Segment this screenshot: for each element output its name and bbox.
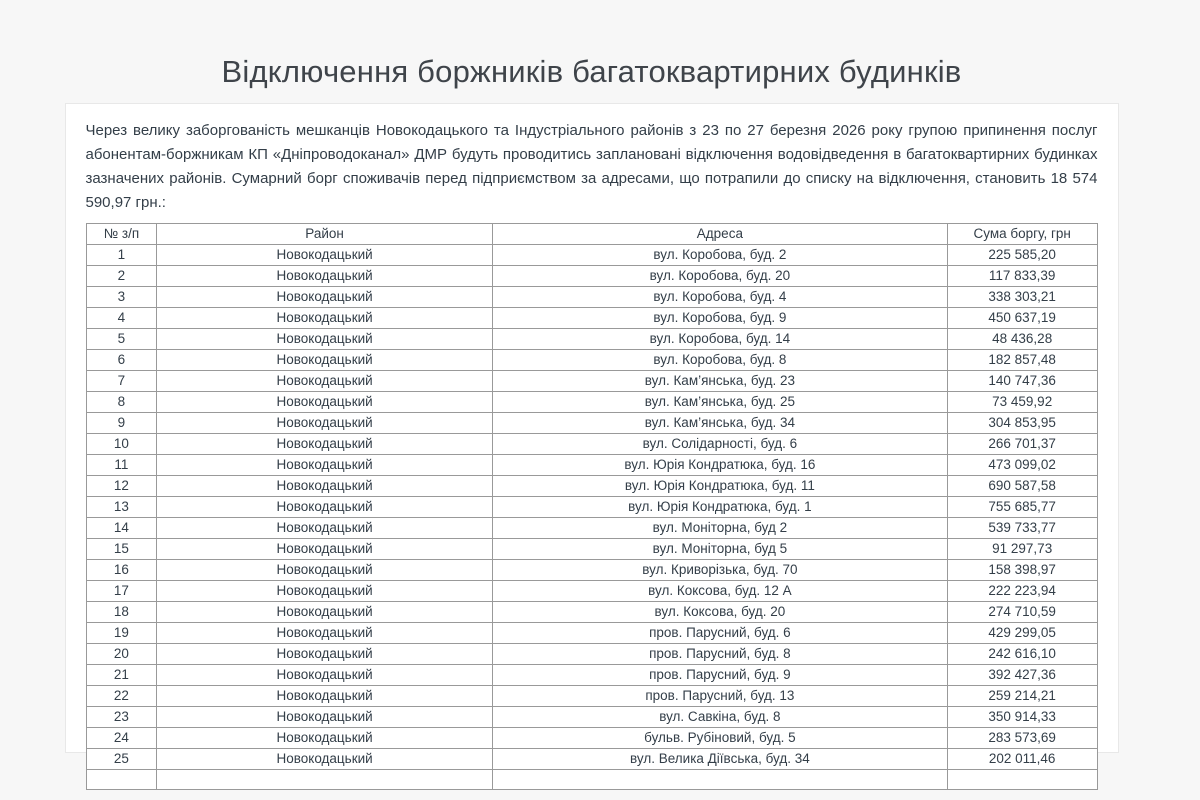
cell-address: вул. Коробова, буд. 4 — [492, 287, 947, 308]
cell-number: 10 — [86, 434, 157, 455]
cell-number: 2 — [86, 266, 157, 287]
cell-address: вул. Кам’янська, буд. 23 — [492, 371, 947, 392]
cell-address: пров. Парусний, буд. 8 — [492, 644, 947, 665]
cell-address: вул. Коксова, буд. 20 — [492, 602, 947, 623]
cell-district: Новокодацький — [157, 329, 493, 350]
table-row — [86, 686, 1097, 707]
table-row — [86, 413, 1097, 434]
cell-number: 8 — [86, 392, 157, 413]
cell-amount: 274 710,59 — [947, 602, 1097, 623]
table-row — [86, 308, 1097, 329]
debtors-table — [86, 223, 1098, 790]
cell-number: 16 — [86, 560, 157, 581]
debtors-table-body — [86, 245, 1097, 790]
cell-amount: 225 585,20 — [947, 245, 1097, 266]
table-row — [86, 434, 1097, 455]
cell-number: 24 — [86, 728, 157, 749]
cell-amount: 259 214,21 — [947, 686, 1097, 707]
cell-amount: 283 573,69 — [947, 728, 1097, 749]
cell-district: Новокодацький — [157, 308, 493, 329]
content-card — [65, 103, 1119, 766]
cell-amount: 73 459,92 — [947, 392, 1097, 413]
cell-number: 11 — [86, 455, 157, 476]
cell-amount: 91 297,73 — [947, 539, 1097, 560]
cell-address: вул. Юрія Кондратюка, буд. 1 — [492, 497, 947, 518]
table-row — [86, 602, 1097, 623]
cell-district: Новокодацький — [157, 497, 493, 518]
cell-number: 7 — [86, 371, 157, 392]
cell-number: 3 — [86, 287, 157, 308]
cell-number: 4 — [86, 308, 157, 329]
table-row — [86, 245, 1097, 266]
cell-number: 20 — [86, 644, 157, 665]
cell-address: вул. Велика Діївська, буд. 34 — [492, 749, 947, 770]
cell-address: вул. Коробова, буд. 8 — [492, 350, 947, 371]
cell-amount — [947, 770, 1097, 790]
cell-district: Новокодацький — [157, 371, 493, 392]
cell-amount: 158 398,97 — [947, 560, 1097, 581]
cell-number: 5 — [86, 329, 157, 350]
cell-address: вул. Солідарності, буд. 6 — [492, 434, 947, 455]
table-row — [86, 329, 1097, 350]
table-row — [86, 581, 1097, 602]
cell-number: 12 — [86, 476, 157, 497]
cell-address: вул. Криворізька, буд. 70 — [492, 560, 947, 581]
cell-district: Новокодацький — [157, 518, 493, 539]
cell-amount: 266 701,37 — [947, 434, 1097, 455]
cell-district: Новокодацький — [157, 413, 493, 434]
cell-district: Новокодацький — [157, 665, 493, 686]
intro-paragraph: Через велику заборгованість мешканців Новокодацького та Індустріального районів з 23 по 27 березня 2026 року групою припинення послуг абонентам-боржникам КП «Дніпроводоканал» ДМР будуть проводитись заплановані відключення водовідведення в багатоквартирних будинках зазначених районів. Сумарний борг споживачів перед підприємством за адресами, що потрапили до списку на відключення, становить 18 574 590,97 грн.: — [85, 122, 1098, 211]
table-row — [86, 749, 1097, 770]
cell-number: 14 — [86, 518, 157, 539]
cell-address: вул. Моніторна, буд 2 — [492, 518, 947, 539]
cell-address: вул. Савкіна, буд. 8 — [492, 707, 947, 728]
cell-number: 23 — [86, 707, 157, 728]
cell-number — [86, 770, 157, 790]
cell-district: Новокодацький — [157, 560, 493, 581]
table-row — [86, 266, 1097, 287]
table-row — [86, 665, 1097, 686]
cell-district: Новокодацький — [157, 602, 493, 623]
table-row — [86, 560, 1097, 581]
table-row — [86, 539, 1097, 560]
table-header-row — [86, 224, 1097, 245]
table-row — [86, 455, 1097, 476]
cell-amount: 338 303,21 — [947, 287, 1097, 308]
cell-address: вул. Юрія Кондратюка, буд. 11 — [492, 476, 947, 497]
cell-amount: 450 637,19 — [947, 308, 1097, 329]
table-row — [86, 497, 1097, 518]
column-header-number: № з/п — [86, 224, 157, 245]
cell-district: Новокодацький — [157, 266, 493, 287]
cell-amount: 242 616,10 — [947, 644, 1097, 665]
cell-amount: 755 685,77 — [947, 497, 1097, 518]
cell-district: Новокодацький — [157, 539, 493, 560]
cell-number: 9 — [86, 413, 157, 434]
cell-district: Новокодацький — [157, 392, 493, 413]
cell-district: Новокодацький — [157, 749, 493, 770]
cell-number: 15 — [86, 539, 157, 560]
cell-amount: 350 914,33 — [947, 707, 1097, 728]
cell-amount: 48 436,28 — [947, 329, 1097, 350]
table-row — [86, 728, 1097, 749]
cell-district: Новокодацький — [157, 245, 493, 266]
table-row — [86, 392, 1097, 413]
cell-address: пров. Парусний, буд. 13 — [492, 686, 947, 707]
cell-amount: 473 099,02 — [947, 455, 1097, 476]
column-header-amount: Сума боргу, грн — [947, 224, 1097, 245]
cell-address: пров. Парусний, буд. 6 — [492, 623, 947, 644]
column-header-address: Адреса — [492, 224, 947, 245]
column-header-district: Район — [157, 224, 493, 245]
cell-district: Новокодацький — [157, 350, 493, 371]
table-row — [86, 371, 1097, 392]
cell-address: вул. Коробова, буд. 14 — [492, 329, 947, 350]
cell-number: 1 — [86, 245, 157, 266]
cell-number: 17 — [86, 581, 157, 602]
cell-address: вул. Коробова, буд. 20 — [492, 266, 947, 287]
cell-district: Новокодацький — [157, 476, 493, 497]
table-row — [86, 707, 1097, 728]
cell-amount: 429 299,05 — [947, 623, 1097, 644]
table-row — [86, 287, 1097, 308]
cell-amount: 539 733,77 — [947, 518, 1097, 539]
table-row — [86, 518, 1097, 539]
cell-district: Новокодацький — [157, 707, 493, 728]
cell-number: 21 — [86, 665, 157, 686]
cell-amount: 182 857,48 — [947, 350, 1097, 371]
cell-amount: 222 223,94 — [947, 581, 1097, 602]
cell-number: 6 — [86, 350, 157, 371]
cell-address: вул. Коксова, буд. 12 А — [492, 581, 947, 602]
page-title: Відключення боржників багатоквартирних будинків — [221, 54, 962, 89]
cell-number: 18 — [86, 602, 157, 623]
cell-district: Новокодацький — [157, 728, 493, 749]
cell-address: вул. Юрія Кондратюка, буд. 16 — [492, 455, 947, 476]
cell-address: вул. Коробова, буд. 2 — [492, 245, 947, 266]
cell-amount: 392 427,36 — [947, 665, 1097, 686]
cell-amount: 690 587,58 — [947, 476, 1097, 497]
cell-amount: 304 853,95 — [947, 413, 1097, 434]
cell-address: пров. Парусний, буд. 9 — [492, 665, 947, 686]
cell-address — [492, 770, 947, 790]
cell-number: 19 — [86, 623, 157, 644]
cell-address: вул. Кам’янська, буд. 25 — [492, 392, 947, 413]
cell-amount: 202 011,46 — [947, 749, 1097, 770]
table-row — [86, 623, 1097, 644]
cell-district: Новокодацький — [157, 455, 493, 476]
cell-amount: 117 833,39 — [947, 266, 1097, 287]
cell-number: 22 — [86, 686, 157, 707]
cell-district: Новокодацький — [157, 434, 493, 455]
cell-number: 13 — [86, 497, 157, 518]
cell-district: Новокодацький — [157, 287, 493, 308]
cell-number: 25 — [86, 749, 157, 770]
cell-district — [157, 770, 493, 790]
table-row — [86, 350, 1097, 371]
cell-address: вул. Моніторна, буд 5 — [492, 539, 947, 560]
cell-address: бульв. Рубіновий, буд. 5 — [492, 728, 947, 749]
cell-district: Новокодацький — [157, 581, 493, 602]
table-row-clipped — [86, 770, 1097, 790]
table-row — [86, 476, 1097, 497]
table-row — [86, 644, 1097, 665]
cell-address: вул. Коробова, буд. 9 — [492, 308, 947, 329]
cell-amount: 140 747,36 — [947, 371, 1097, 392]
cell-district: Новокодацький — [157, 686, 493, 707]
cell-address: вул. Кам’янська, буд. 34 — [492, 413, 947, 434]
cell-district: Новокодацький — [157, 644, 493, 665]
cell-district: Новокодацький — [157, 623, 493, 644]
